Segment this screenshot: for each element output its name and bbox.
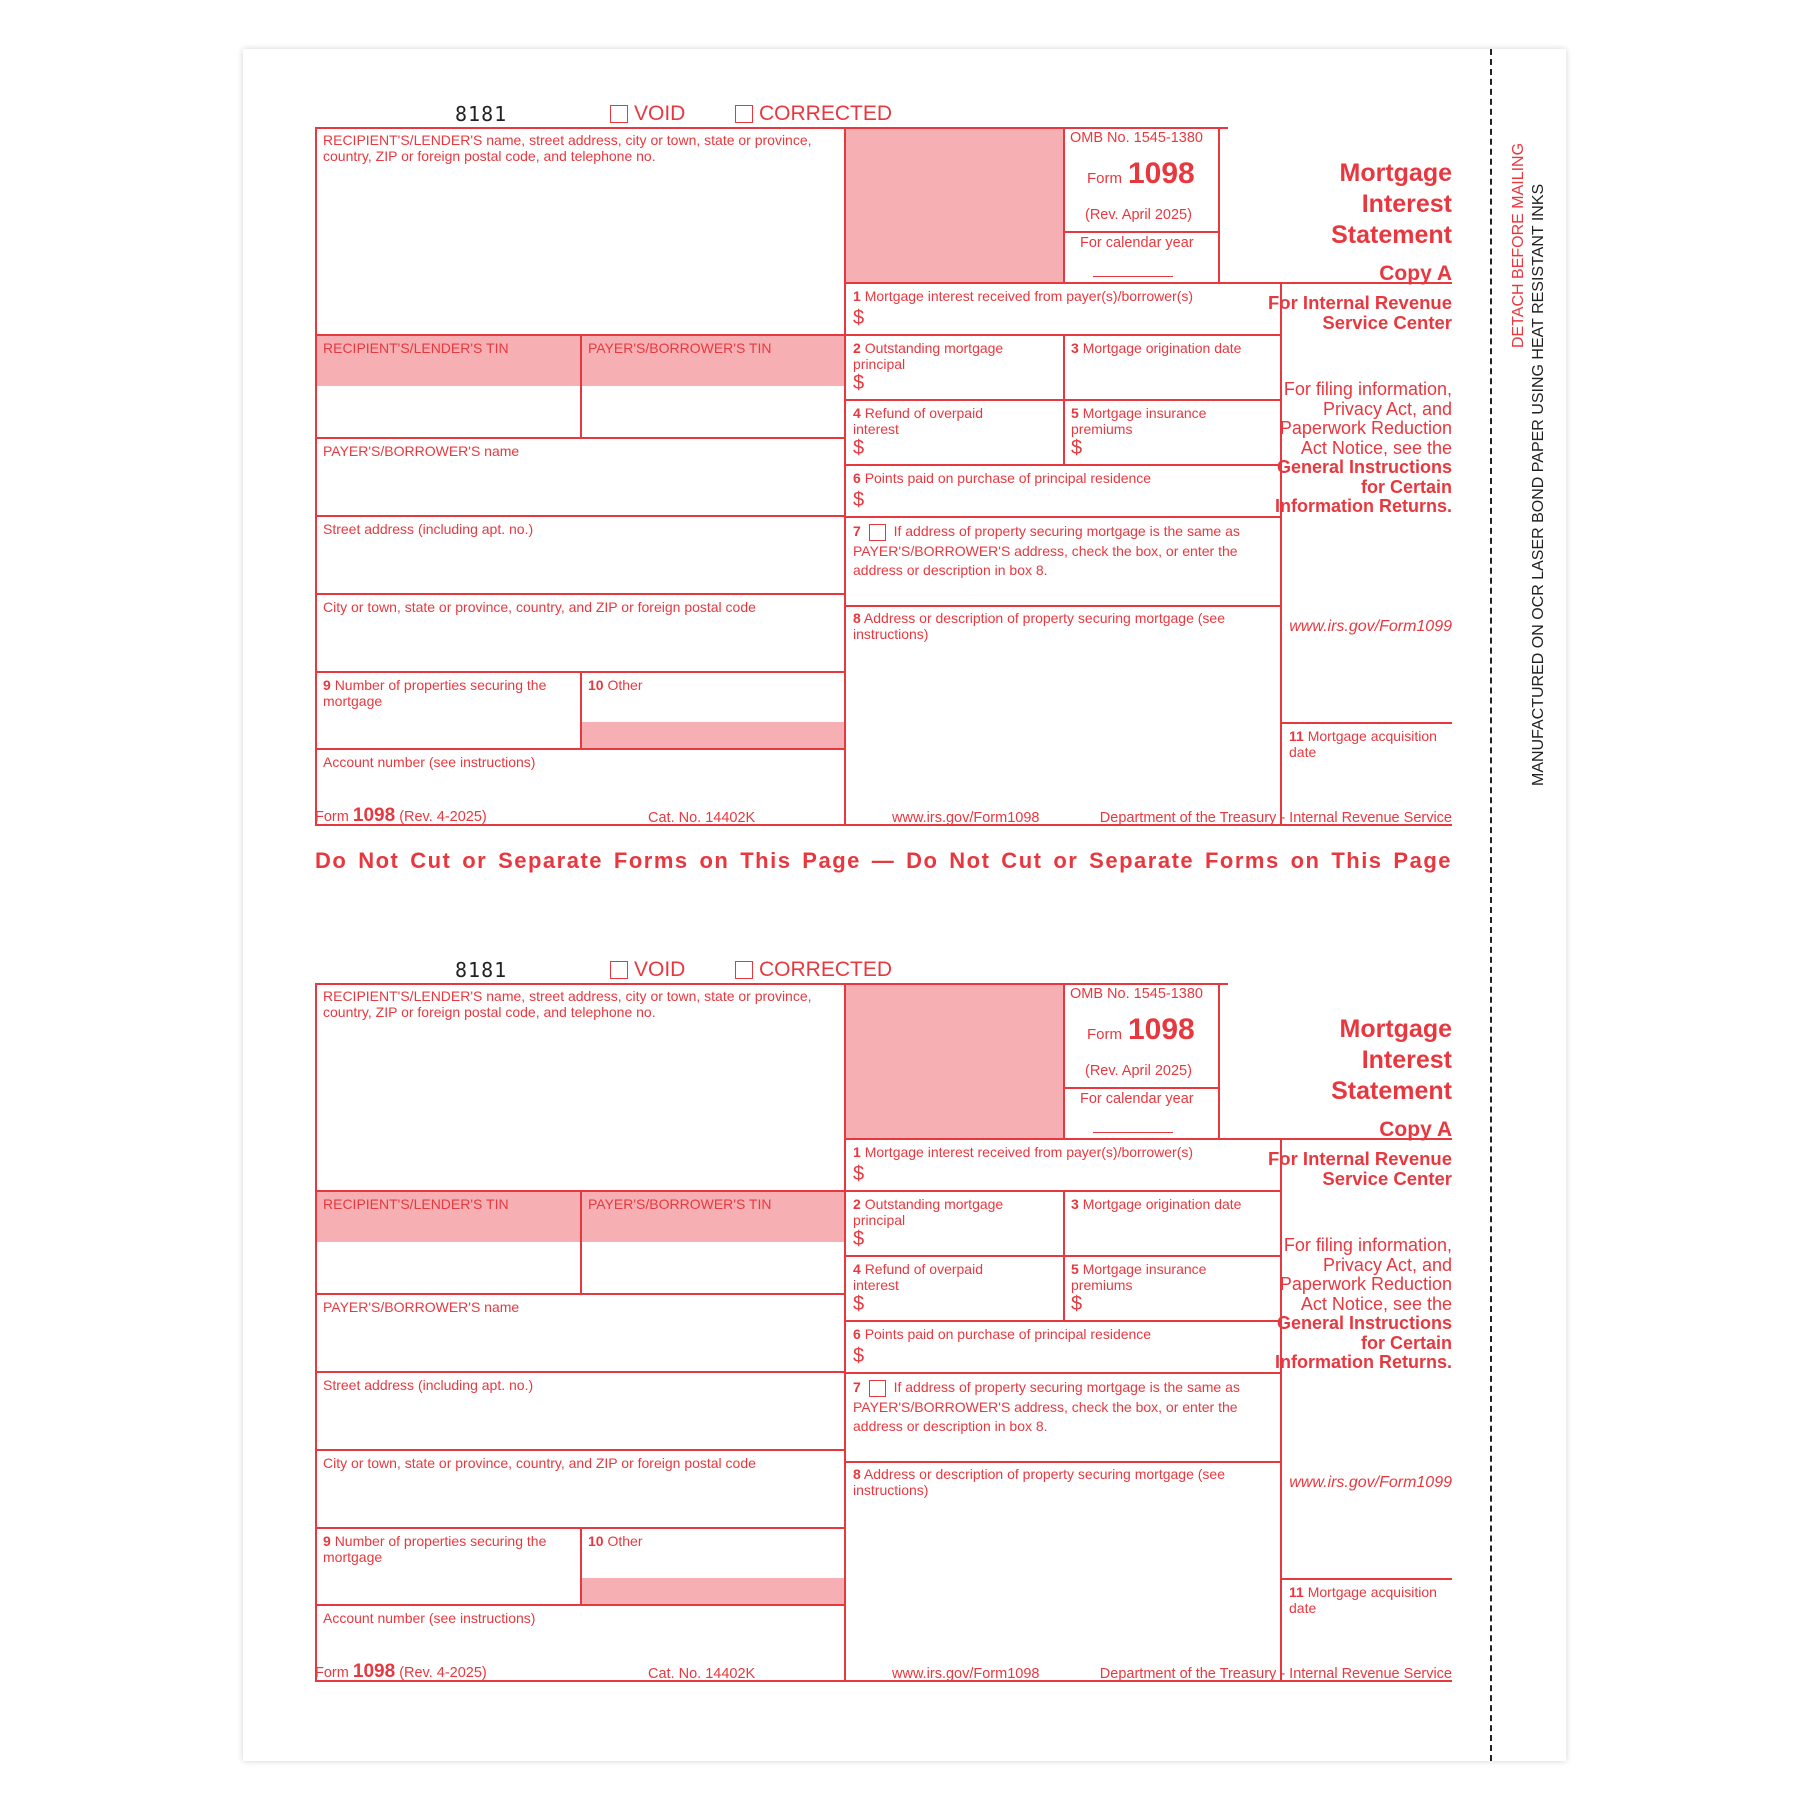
payer-name-label: PAYER'S/BORROWER'S name — [323, 443, 520, 459]
box1-label: Mortgage interest received from payer(s)/borrower(s) — [864, 288, 1194, 304]
footer-url[interactable]: www.irs.gov/Form1098 — [892, 1666, 1040, 1682]
box5-dollar: $ — [1071, 1293, 1083, 1315]
box5-number: 5 — [1071, 405, 1079, 421]
recipient-tin-label: RECIPIENT'S/LENDER'S TIN — [323, 340, 509, 356]
box4-number: 4 — [853, 1261, 861, 1277]
payer-tin-label: PAYER'S/BORROWER'S TIN — [588, 1196, 772, 1212]
box4-number: 4 — [853, 405, 861, 421]
form-number: 1098 — [1128, 157, 1195, 190]
manufactured-note: MANUFACTURED ON OCR LASER BOND PAPER USING HEAT RESISTANT INKS — [1530, 183, 1547, 786]
footer-form — [315, 1661, 487, 1683]
shaded-area — [845, 983, 1064, 1138]
box4-label: Refund of overpaid interest — [853, 1261, 983, 1293]
box2-dollar: $ — [853, 372, 865, 394]
void-label: VOID — [634, 958, 686, 981]
notice-text: For filing information, Privacy Act, and Paperwork Reduction Act Notice, see the — [1279, 1235, 1452, 1314]
calendar-year-label: For calendar year — [1080, 235, 1194, 251]
void-checkbox[interactable] — [610, 961, 628, 979]
footer-dept: Department of the Treasury - Internal Revenue Service — [1099, 1666, 1452, 1682]
box8-number: 8 — [853, 610, 861, 626]
box5-label: Mortgage insurance premiums — [1071, 1261, 1207, 1293]
box8-number: 8 — [853, 1466, 861, 1482]
box5-label: Mortgage insurance premiums — [1071, 405, 1207, 437]
box6-number: 6 — [853, 1326, 861, 1342]
calendar-year-label: For calendar year — [1080, 1091, 1194, 1107]
copy-a-label: Copy A — [1379, 1118, 1452, 1141]
footer-form — [315, 805, 487, 827]
footer-cat: Cat. No. 14402K — [648, 1666, 756, 1682]
notice-bold-text: General Instructions for Certain Information Returns. — [1274, 457, 1452, 516]
void-option[interactable] — [610, 102, 685, 126]
form-1098-top — [315, 100, 1452, 890]
box4-dollar: $ — [853, 1293, 865, 1315]
void-option[interactable] — [610, 958, 685, 982]
form-word: Form — [1087, 1026, 1122, 1043]
city-label: City or town, state or province, country, and ZIP or foreign postal code — [323, 599, 756, 615]
payer-name-label: PAYER'S/BORROWER'S name — [323, 1299, 520, 1315]
box4-dollar: $ — [853, 437, 865, 459]
box7-checkbox[interactable] — [869, 1380, 886, 1397]
box2-label: Outstanding mortgage principal — [853, 1196, 1004, 1228]
box1-number: 1 — [853, 288, 861, 304]
box5-dollar: $ — [1071, 437, 1083, 459]
corrected-checkbox[interactable] — [735, 105, 753, 123]
footer-dept: Department of the Treasury - Internal Revenue Service — [1099, 810, 1452, 826]
box8-label: Address or description of property securing mortgage (see instructions) — [853, 1466, 1225, 1498]
omb-number: OMB No. 1545-1380 — [1070, 130, 1203, 146]
box7-number: 7 — [853, 1379, 861, 1395]
calendar-year-line — [1093, 276, 1173, 277]
recipient-block-label: RECIPIENT'S/LENDER'S name, street address, city or town, state or province, country, ZIP or foreign postal code, and telephone no. — [323, 988, 812, 1020]
irs-url-link[interactable]: www.irs.gov/Form1099 — [1289, 618, 1452, 635]
box6-label: Points paid on purchase of principal residence — [864, 470, 1152, 486]
box10-number: 10 — [588, 1533, 604, 1549]
form-1098-bottom — [315, 956, 1452, 1746]
box10-label: Other — [607, 677, 643, 693]
box7-label: If address of property securing mortgage is the same as PAYER'S/BORROWER'S address, check the box, or enter the address or description in box 8. — [853, 1379, 1240, 1434]
box4-label: Refund of overpaid interest — [853, 405, 983, 437]
corrected-label: CORRECTED — [759, 958, 893, 981]
account-shade — [580, 722, 845, 748]
form-number: 1098 — [1128, 1013, 1195, 1046]
box3-number: 3 — [1071, 340, 1079, 356]
box3-number: 3 — [1071, 1196, 1079, 1212]
detach-note: DETACH BEFORE MAILING — [1510, 142, 1527, 348]
box1-dollar: $ — [853, 1163, 865, 1185]
box11-label: Mortgage acquisition date — [1289, 1584, 1437, 1616]
footer-rev: (Rev. 4-2025) — [399, 1665, 487, 1681]
box2-dollar: $ — [853, 1228, 865, 1250]
footer-form-number: 1098 — [352, 805, 396, 826]
box9-label: Number of properties securing the mortgage — [323, 677, 547, 709]
void-checkbox[interactable] — [610, 105, 628, 123]
form-code: 8181 — [455, 958, 508, 982]
calendar-year-line — [1093, 1132, 1173, 1133]
box6-number: 6 — [853, 470, 861, 486]
for-irs-label: For Internal Revenue Service Center — [1267, 292, 1452, 333]
box10-label: Other — [607, 1533, 643, 1549]
box2-number: 2 — [853, 1196, 861, 1212]
copy-a-label: Copy A — [1379, 262, 1452, 285]
do-not-cut-text: Do Not Cut or Separate Forms on This Page — Do Not Cut or Separate Forms on This Page — [315, 848, 1452, 873]
account-label: Account number (see instructions) — [323, 754, 536, 770]
box6-label: Points paid on purchase of principal residence — [864, 1326, 1152, 1342]
footer-form-number: 1098 — [352, 1661, 396, 1682]
footer-url[interactable]: www.irs.gov/Form1098 — [892, 810, 1040, 826]
box1-label: Mortgage interest received from payer(s)/borrower(s) — [864, 1144, 1194, 1160]
box7-label: If address of property securing mortgage is the same as PAYER'S/BORROWER'S address, check the box, or enter the address or description in box 8. — [853, 523, 1240, 578]
corrected-label: CORRECTED — [759, 102, 893, 125]
revision-label: (Rev. April 2025) — [1085, 207, 1192, 223]
box8-label: Address or description of property securing mortgage (see instructions) — [853, 610, 1225, 642]
street-label: Street address (including apt. no.) — [323, 1377, 534, 1393]
filing-notice — [1272, 1236, 1452, 1373]
box11-label: Mortgage acquisition date — [1289, 728, 1437, 760]
corrected-option[interactable] — [735, 102, 892, 126]
city-label: City or town, state or province, country, and ZIP or foreign postal code — [323, 1455, 756, 1471]
box1-number: 1 — [853, 1144, 861, 1160]
for-irs-label: For Internal Revenue Service Center — [1267, 1148, 1452, 1189]
box3-label: Mortgage origination date — [1082, 1196, 1242, 1212]
box6-dollar: $ — [853, 489, 865, 511]
omb-number: OMB No. 1545-1380 — [1070, 986, 1203, 1002]
footer-cat: Cat. No. 14402K — [648, 810, 756, 826]
form-number-block — [1087, 1013, 1195, 1047]
form-number-block — [1087, 157, 1195, 191]
form-word: Form — [1087, 170, 1122, 187]
footer-form-word: Form — [315, 809, 349, 825]
footer-rev: (Rev. 4-2025) — [399, 809, 487, 825]
form-title: Mortgage Interest Statement — [1331, 159, 1452, 249]
box10-number: 10 — [588, 677, 604, 693]
payer-tin-label: PAYER'S/BORROWER'S TIN — [588, 340, 772, 356]
box6-dollar: $ — [853, 1345, 865, 1367]
recipient-block-label: RECIPIENT'S/LENDER'S name, street address, city or town, state or province, country, ZIP or foreign postal code, and telephone no. — [323, 132, 812, 164]
irs-url-link[interactable]: www.irs.gov/Form1099 — [1289, 1474, 1452, 1491]
notice-text: For filing information, Privacy Act, and Paperwork Reduction Act Notice, see the — [1279, 379, 1452, 458]
box9-number: 9 — [323, 677, 331, 693]
street-label: Street address (including apt. no.) — [323, 521, 534, 537]
box1-dollar: $ — [853, 307, 865, 329]
form-code: 8181 — [455, 102, 508, 126]
box3-label: Mortgage origination date — [1082, 340, 1242, 356]
account-shade — [580, 1578, 845, 1604]
do-not-cut-notice — [315, 848, 1452, 874]
notice-bold-text: General Instructions for Certain Information Returns. — [1274, 1313, 1452, 1372]
box7-checkbox[interactable] — [869, 524, 886, 541]
box2-label: Outstanding mortgage principal — [853, 340, 1004, 372]
revision-label: (Rev. April 2025) — [1085, 1063, 1192, 1079]
corrected-option[interactable] — [735, 958, 892, 982]
corrected-checkbox[interactable] — [735, 961, 753, 979]
shaded-area — [845, 127, 1064, 282]
form-title: Mortgage Interest Statement — [1331, 1015, 1452, 1105]
box9-number: 9 — [323, 1533, 331, 1549]
footer-form-word: Form — [315, 1665, 349, 1681]
perforation-line — [1490, 49, 1492, 1761]
account-label: Account number (see instructions) — [323, 1610, 536, 1626]
recipient-tin-label: RECIPIENT'S/LENDER'S TIN — [323, 1196, 509, 1212]
box9-label: Number of properties securing the mortgage — [323, 1533, 547, 1565]
box11-number: 11 — [1289, 728, 1304, 744]
void-label: VOID — [634, 102, 686, 125]
box2-number: 2 — [853, 340, 861, 356]
box7-number: 7 — [853, 523, 861, 539]
box5-number: 5 — [1071, 1261, 1079, 1277]
box11-number: 11 — [1289, 1584, 1304, 1600]
filing-notice — [1272, 380, 1452, 517]
